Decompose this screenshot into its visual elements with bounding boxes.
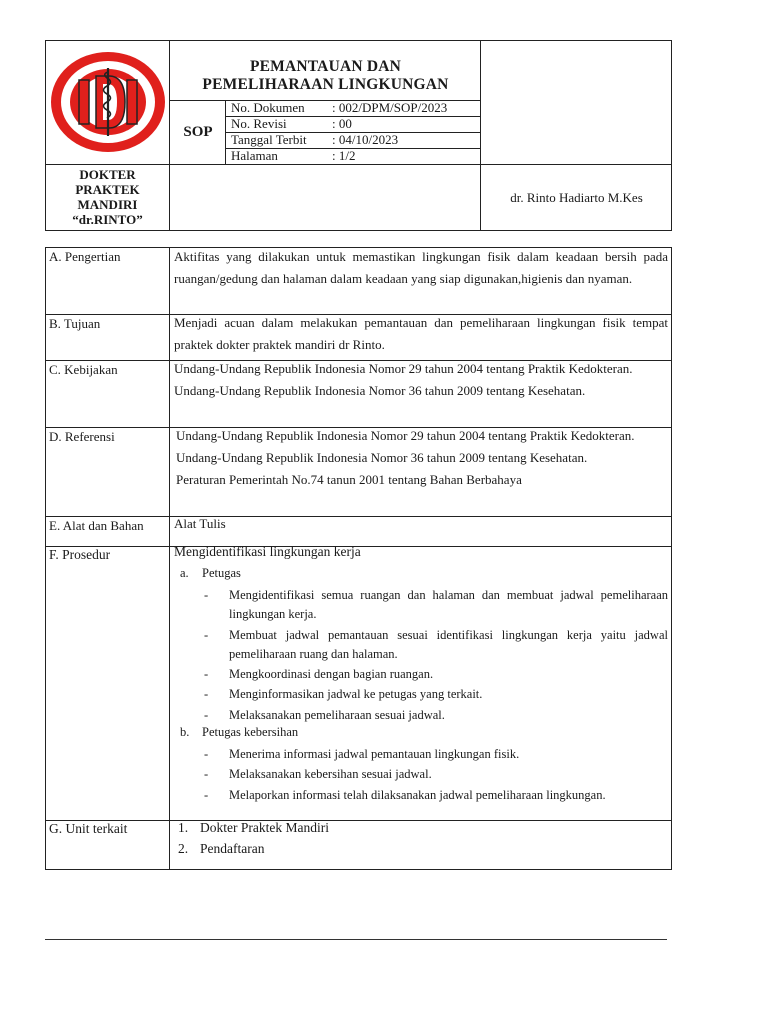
title-line: PEMELIHARAAN LINGKUNGAN xyxy=(202,76,449,93)
meta-key: Halaman xyxy=(231,148,278,163)
kebijakan-item: Undang-Undang Republik Indonesia Nomor 29 tahun 2004 tentang Praktik Kedokteran. xyxy=(174,361,633,376)
section-label-prosedur: F. Prosedur xyxy=(49,547,111,562)
list-item-text: Membuat jadwal pemantauan sesuai identifikasi lingkungan kerja yaitu jadwal pemeliharaan ruang dan halaman. xyxy=(229,628,668,661)
section-label-pengertian: A. Pengertian xyxy=(49,249,121,264)
list-item-text: Melaksanakan kebersihan sesuai jadwal. xyxy=(229,767,432,781)
section-text-kebijakan xyxy=(174,358,668,402)
prosedur-group-a xyxy=(180,566,241,581)
list-item-text: Mengkoordinasi dengan bagian ruangan. xyxy=(229,667,434,681)
dash-bullet: - xyxy=(204,747,209,761)
meta-key: No. Revisi xyxy=(231,116,287,131)
unit-item xyxy=(178,820,329,836)
organization-name xyxy=(45,164,170,231)
table-border xyxy=(45,247,46,870)
unit-item xyxy=(178,841,264,857)
dash-bullet: - xyxy=(204,588,209,602)
list-item xyxy=(204,586,668,624)
section-text-tujuan: Menjadi acuan dalam melakukan pemantauan dan pemeliharaan lingkungan fisik tempat praktek dokter praktek mandiri dr Rinto. xyxy=(174,315,668,352)
dash-bullet: - xyxy=(204,788,209,802)
unit-item-number: 1. xyxy=(178,820,189,835)
section-label-unit-terkait: G. Unit terkait xyxy=(49,821,128,836)
meta-value: : 002/DPM/SOP/2023 xyxy=(332,100,448,115)
group-marker: a. xyxy=(180,566,189,580)
org-line: MANDIRI xyxy=(77,197,138,212)
meta-value: : 04/10/2023 xyxy=(332,132,399,147)
dash-bullet: - xyxy=(204,687,209,701)
sop-content-table xyxy=(45,247,672,870)
unit-item-number: 2. xyxy=(178,841,189,856)
section-text-alat-bahan: Alat Tulis xyxy=(174,516,226,531)
list-item xyxy=(204,626,668,664)
group-title: Petugas kebersihan xyxy=(202,725,299,739)
prosedur-group-b xyxy=(180,725,298,740)
meta-value: : 1/2 xyxy=(332,148,356,163)
section-label-tujuan: B. Tujuan xyxy=(49,316,101,331)
group-marker: b. xyxy=(180,725,190,739)
list-item-text: Melaksanakan pemeliharaan sesuai jadwal. xyxy=(229,708,445,722)
table-border xyxy=(671,247,672,870)
list-item xyxy=(204,685,668,704)
table-border xyxy=(45,820,672,821)
meta-value: : 00 xyxy=(332,116,352,131)
kebijakan-item: Undang-Undang Republik Indonesia Nomor 36 tahun 2009 tentang Kesehatan. xyxy=(174,383,586,398)
footer-rule xyxy=(45,939,667,940)
org-line: PRAKTEK xyxy=(75,182,140,197)
title-line: PEMANTAUAN DAN xyxy=(249,58,402,75)
idi-logo-icon xyxy=(49,50,167,154)
unit-item-text: Pendaftaran xyxy=(200,841,265,856)
meta-key: No. Dokumen xyxy=(231,100,305,115)
meta-row-revision xyxy=(226,116,481,132)
section-prosedur xyxy=(174,544,668,820)
meta-key: Tanggal Terbit xyxy=(231,132,307,147)
list-item xyxy=(204,745,668,764)
section-label-kebijakan: C. Kebijakan xyxy=(49,362,118,377)
list-item xyxy=(204,665,668,684)
list-item-text: Menginformasikan jadwal ke petugas yang terkait. xyxy=(229,687,483,701)
section-text-referensi xyxy=(176,425,668,491)
prosedur-heading: Mengidentifikasi lingkungan kerja xyxy=(174,544,361,559)
meta-row-document-number xyxy=(226,100,481,116)
signer-name: dr. Rinto Hadiarto M.Kes xyxy=(510,189,643,205)
dash-bullet: - xyxy=(204,767,209,781)
group-title: Petugas xyxy=(202,566,241,580)
table-border xyxy=(169,247,170,870)
sop-header-table xyxy=(45,40,672,231)
list-item xyxy=(204,765,668,784)
org-line: “dr.RINTO” xyxy=(72,212,143,227)
list-item xyxy=(204,786,668,805)
dash-bullet: - xyxy=(204,667,209,681)
dash-bullet: - xyxy=(204,708,209,722)
referensi-item: Undang-Undang Republik Indonesia Nomor 29 tahun 2004 tentang Praktik Kedokteran. xyxy=(176,428,635,443)
meta-row-issue-date xyxy=(226,132,481,148)
section-label-alat-bahan: E. Alat dan Bahan xyxy=(49,518,144,533)
list-item-text: Menerima informasi jadwal pemantauan lingkungan fisik. xyxy=(229,747,520,761)
org-line: DOKTER xyxy=(79,167,136,182)
document-title xyxy=(170,40,481,100)
referensi-item: Peraturan Pemerintah No.74 tanun 2001 tentang Bahan Berbahaya xyxy=(176,472,522,487)
referensi-item: Undang-Undang Republik Indonesia Nomor 36 tahun 2009 tentang Kesehatan. xyxy=(176,450,588,465)
list-item xyxy=(204,706,668,725)
unit-item-text: Dokter Praktek Mandiri xyxy=(200,820,329,835)
list-item-text: Mengidentifikasi semua ruangan dan halaman dan membuat jadwal pemeliharaan lingkungan kerja. xyxy=(229,588,668,621)
section-label-referensi: D. Referensi xyxy=(49,429,115,444)
dash-bullet: - xyxy=(204,628,209,642)
meta-row-page xyxy=(226,148,481,164)
logo-cell xyxy=(45,40,170,164)
section-text-pengertian: Aktifitas yang dilakukan untuk memastikan lingkungan fisik dalam keadaan bersih pada ruangan/gedung dan halaman dalam keadaan yang siap digunakan,higienis dan nyaman. xyxy=(174,249,668,286)
list-item-text: Melaporkan informasi telah dilaksanakan jadwal pemeliharaan lingkungan. xyxy=(229,788,606,802)
table-border xyxy=(45,869,672,870)
sop-label: SOP xyxy=(183,123,213,140)
